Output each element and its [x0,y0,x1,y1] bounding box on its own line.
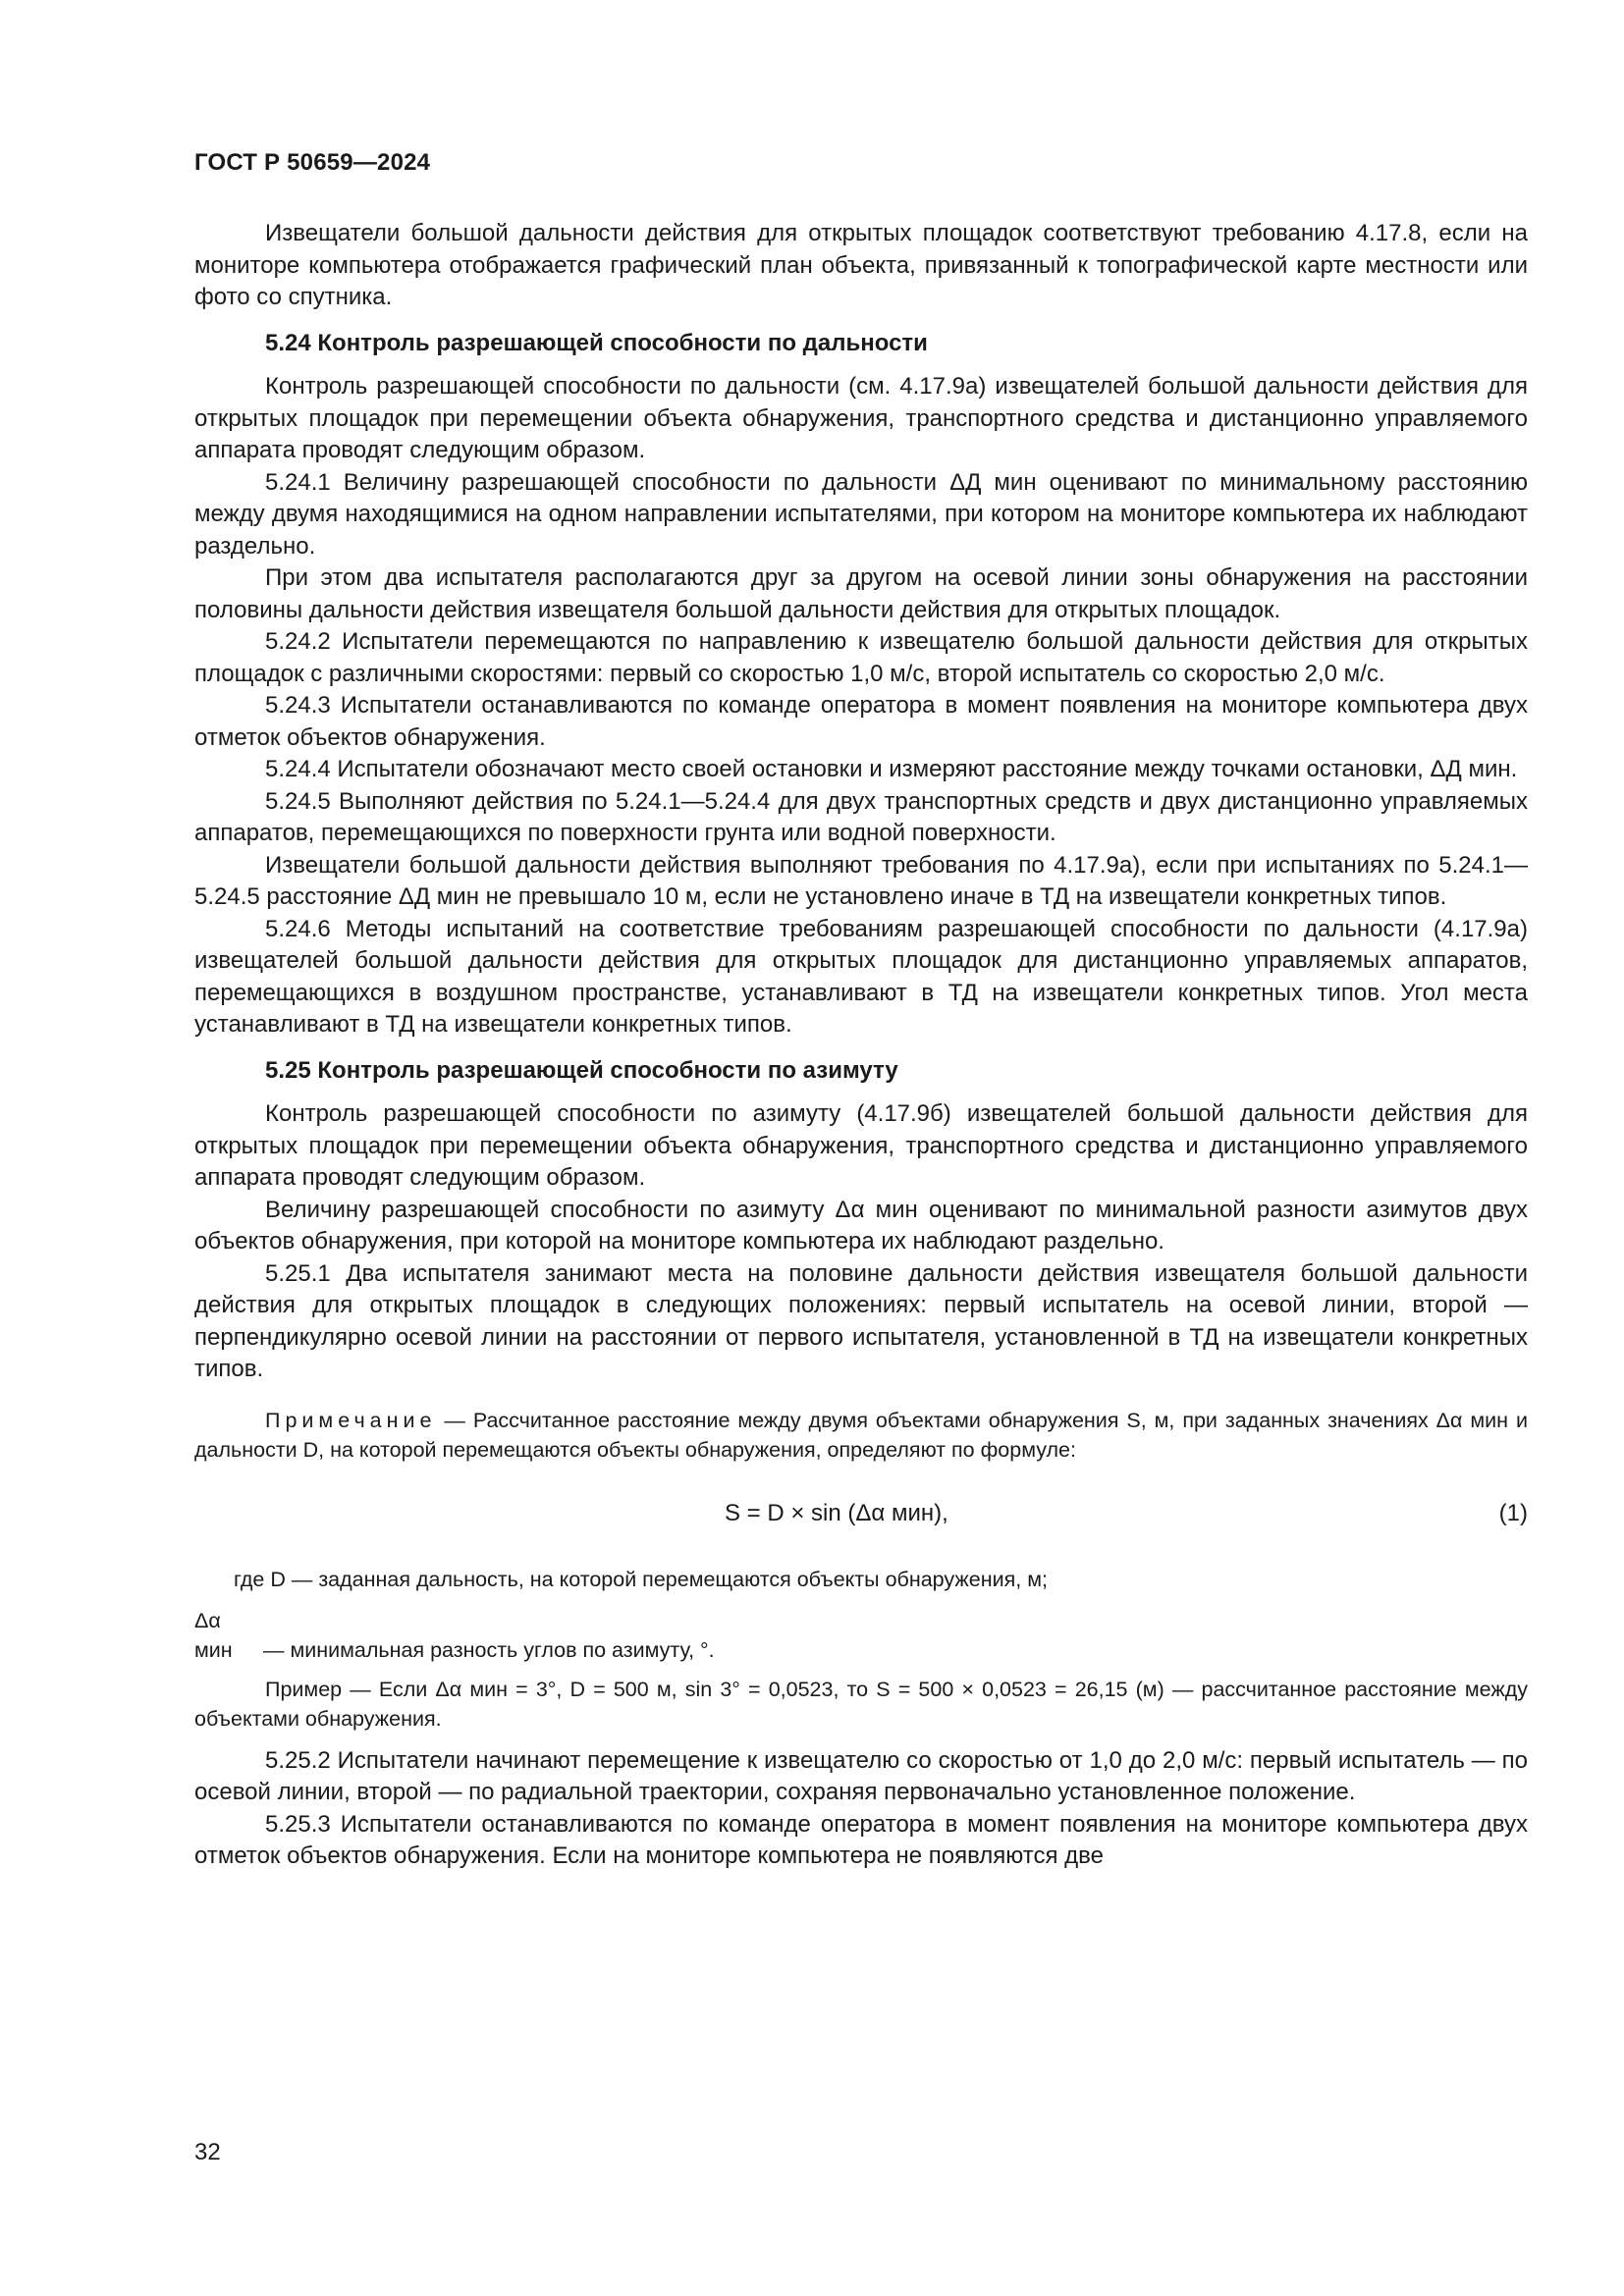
section-heading-5-24: 5.24 Контроль разрешающей способности по дальности [265,329,928,356]
example: Пример — Если Δα мин = 3°, D = 500 м, sin 3° = 0,0523, то S = 500 × 0,0523 = 26,15 (м) — рассчитанное расстояние между объектами обнаружения. [194,1677,1528,1731]
document-header-id: ГОСТ Р 50659—2024 [194,149,431,176]
paragraph-5-25-3: 5.25.3 Испытатели останавливаются по команде оператора в момент появления на мониторе компьютера двух отметок объектов обнаружения. Если на мониторе компьютера не появляются две [194,1810,1528,1869]
paragraph-5-24-1: 5.24.1 Величину разрешающей способности по дальности ΔД мин оценивают по минимальному расстоянию между двумя находящимися на одном направлении испытателями, при котором на мониторе компьютера их наблюдают раздельно. [194,468,1528,560]
note [194,1406,1528,1465]
page-number: 32 [194,2139,221,2165]
paragraph: Извещатели большой дальности действия для открытых площадок соответствуют требованию 4.17.8, если на мониторе компьютера отображается графический план объекта, привязанный к топографической карте местности или фото со спутника. [194,220,1528,310]
where-text: — минимальная разность углов по азимуту, °. [263,1637,715,1662]
section-heading-5-25: 5.25 Контроль разрешающей способности по азимуту [265,1056,898,1084]
paragraph-5-24-6: 5.24.6 Методы испытаний на соответствие требованиям разрешающей способности по дальности (4.17.9а) извещателей большой дальности действия для открытых площадок для дистанционно управляемых аппаратов, перемещающихся в воздушном пространстве, устанавливают в ТД на извещатели конкретных типов. Угол места устанавливают в ТД на извещатели конкретных типов. [194,915,1528,1038]
note-text: — Рассчитанное расстояние между двумя объектами обнаружения S, м, при заданных значениях Δα мин и дальности D, на которой перемещаются объекты обнаружения, определяют по формуле: [194,1408,1528,1462]
note-label: Примечание [265,1408,437,1432]
paragraph-5-25-1: 5.25.1 Два испытателя занимают места на половине дальности действия извещателя большой дальности действия для открытых площадок в следующих положениях: первый испытатель на осевой линии, второй — перпендикулярно осевой линии на расстоянии от первого испытателя, установленной в ТД на извещатели конкретных типов. [194,1259,1528,1382]
paragraph-5-24-2: 5.24.2 Испытатели перемещаются по направлению к извещателю большой дальности действия для открытых площадок с различными скоростями: первый со скоростью 1,0 м/с, второй испытатель со скоростью 2,0 м/с. [194,628,1528,687]
formula-where-delta-alpha [194,1606,1528,1665]
where-symbol: Δα мин [194,1608,233,1662]
formula-row [194,1498,1528,1531]
paragraph-5-24-3: 5.24.3 Испытатели останавливаются по команде оператора в момент появления на мониторе компьютера двух отметок объектов обнаружения. [194,692,1528,751]
formula-expression: S = D × sin (Δα мин), [725,1499,948,1526]
paragraph: Контроль разрешающей способности по дальности (см. 4.17.9а) извещателей большой дальности действия для открытых площадок при перемещении объекта обнаружения, транспортного средства и дистанционно управляемого аппарата проводят следующим образом. [194,373,1528,463]
document-body [194,218,1528,1873]
paragraph-5-24-4: 5.24.4 Испытатели обозначают место своей остановки и измеряют расстояние между точками остановки, ΔД мин. [265,756,1518,782]
paragraph: Контроль разрешающей способности по азимуту (4.17.9б) извещателей большой дальности действия для открытых площадок при перемещении объекта обнаружения, транспортного средства и дистанционно управляемого аппарата проводят следующим образом. [194,1100,1528,1191]
paragraph-5-25-2: 5.25.2 Испытатели начинают перемещение к извещателю со скоростью от 1,0 до 2,0 м/с: первый испытатель — по осевой линии, второй — по радиальной траектории, сохраняя первоначально установленное положение. [194,1746,1528,1805]
formula-number: (1) [1498,1499,1528,1526]
paragraph: При этом два испытателя располагаются друг за другом на осевой линии зоны обнаружения на расстоянии половины дальности действия извещателя большой дальности действия для открытых площадок. [194,564,1528,623]
paragraph: Величину разрешающей способности по азимуту Δα мин оценивают по минимальной разности азимутов двух объектов обнаружения, при которой на мониторе компьютера их наблюдают раздельно. [194,1196,1528,1255]
paragraph-5-24-5: 5.24.5 Выполняют действия по 5.24.1—5.24.4 для двух транспортных средств и двух дистанционно управляемых аппаратов, перемещающихся по поверхности грунта или водной поверхности. [194,787,1528,846]
formula-where-d: где D — заданная дальность, на которой перемещаются объекты обнаружения, м; [234,1567,1048,1591]
paragraph: Извещатели большой дальности действия выполняют требования по 4.17.9а), если при испытаниях по 5.24.1—5.24.5 расстояние ΔД мин не превышало 10 м, если не установлено иначе в ТД на извещатели конкретных типов. [194,851,1528,910]
